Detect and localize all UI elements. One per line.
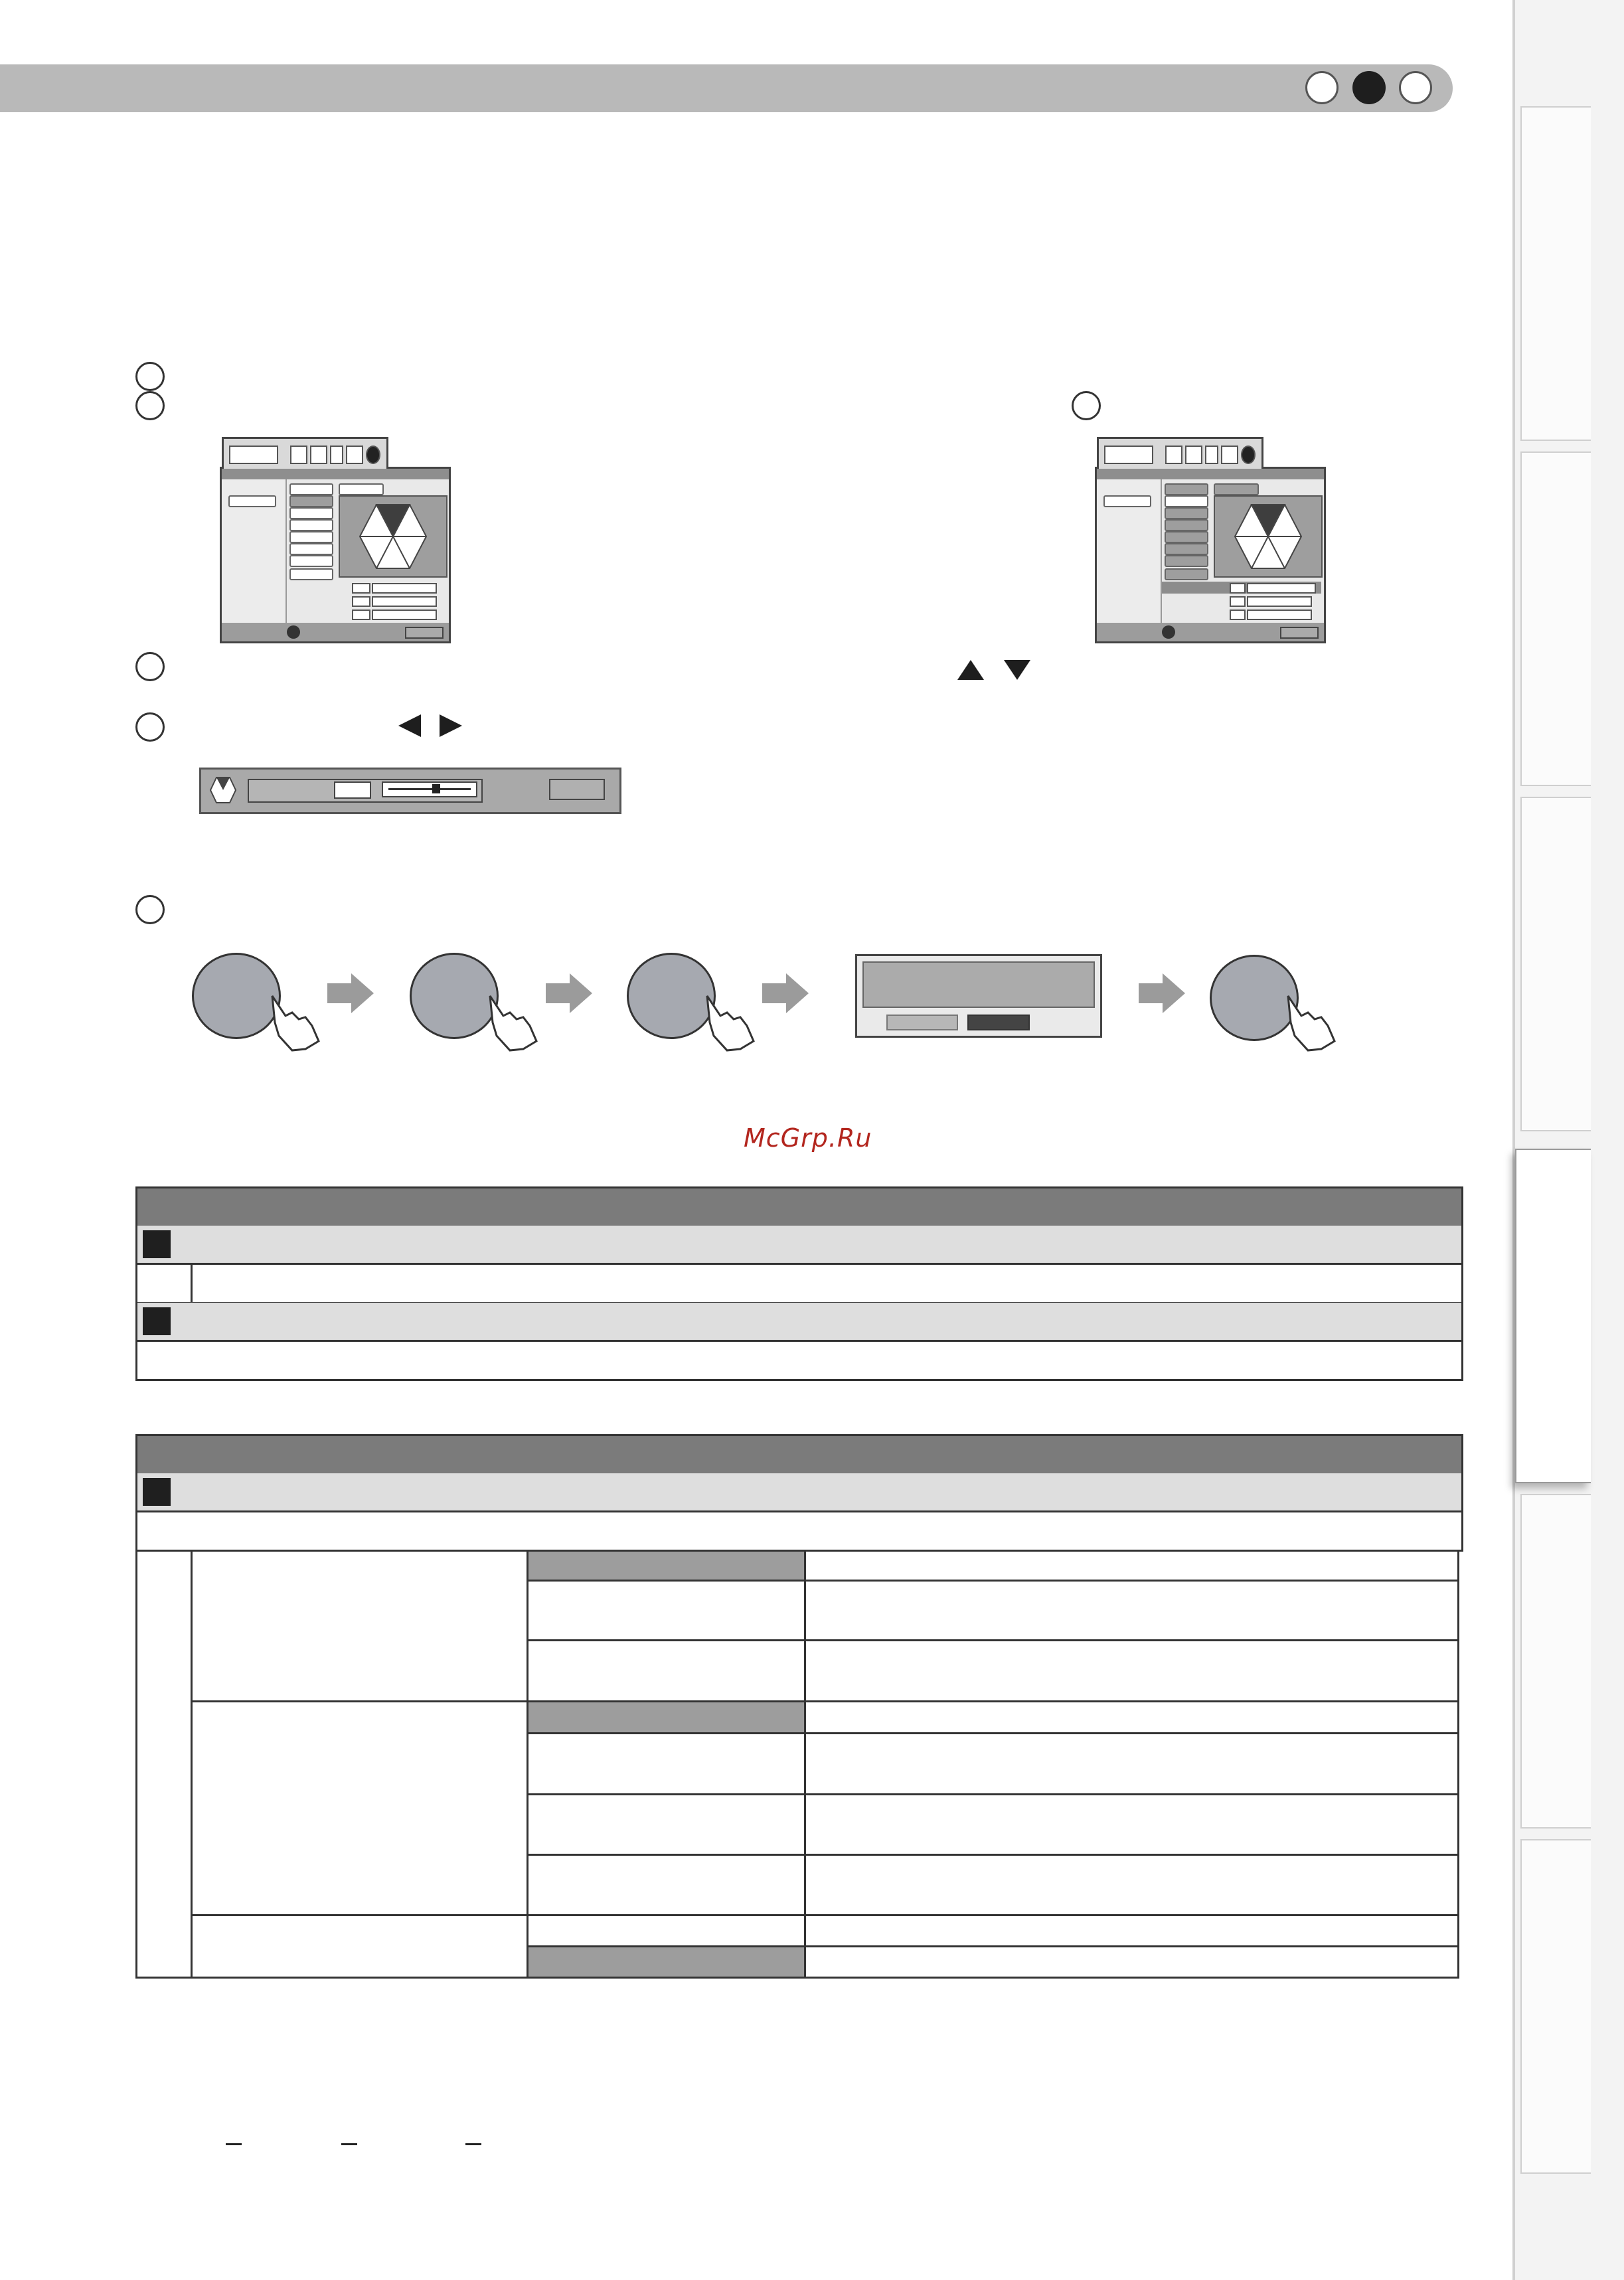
info-tab-icon [366,446,380,464]
table2-description-row [135,1512,1463,1552]
table2-g2-value-3 [804,1793,1459,1856]
step-marker-2 [135,391,165,420]
hand-pointer-icon [266,989,325,1056]
arrow-right-icon [762,973,809,1013]
side-tab-5[interactable] [1520,1494,1591,1829]
left-right-arrows-icon [396,713,469,740]
footnote-dash-1 [226,2143,242,2145]
hexagon-color-icon [208,775,238,805]
param2-slider-3[interactable] [1247,610,1312,620]
function-tab-icon [346,446,363,464]
table2-g1-value-3 [804,1639,1459,1702]
table2-g1-label-3 [527,1639,806,1702]
input-tab-icon [1165,446,1182,464]
table2-g2-label-1 [527,1700,806,1734]
back-button-icon [405,627,444,639]
table1-section-marker-1 [143,1230,171,1258]
param2-label-2 [1230,596,1246,607]
param-slider-2[interactable] [372,596,437,607]
page-indicator-dot-3 [1399,71,1432,104]
table2-g2-value-4 [804,1854,1459,1916]
menu-option-8[interactable] [289,568,333,580]
menu-screenshot-1 [220,467,451,643]
menu2-option-2[interactable] [1165,495,1208,507]
step-marker-5 [135,895,165,924]
menu2-option-5[interactable] [1165,531,1208,543]
menu-header-field [339,483,384,495]
hand-pointer-icon [483,989,543,1056]
table2-subheader [135,1473,1463,1512]
color-hexagon-graph-2 [1214,495,1323,578]
menu-tab-row [222,437,388,469]
confirm-dialog-message [862,961,1095,1008]
table2-g3-label-2 [527,1945,806,1979]
menu-button-icon [1162,625,1175,639]
menu-option-3[interactable] [289,507,333,519]
page-indicator-dot-1 [1305,71,1339,104]
triangle-down-icon [1004,660,1030,680]
table1-subheader-2 [135,1303,1463,1342]
menu-option-5[interactable] [289,531,333,543]
menu-option-2[interactable] [289,495,333,507]
table2-g3-value-2 [804,1945,1459,1979]
menu-left-column [222,479,287,623]
param-label-2 [352,596,370,607]
param-slider-3[interactable] [372,610,437,620]
param2-slider-1[interactable] [1247,583,1316,594]
up-down-arrows-icon [956,657,1036,681]
tool-tab-icon [1205,446,1218,464]
watermark-text: McGrp.Ru [744,1123,872,1153]
menu-option-4[interactable] [289,519,333,531]
menu-footer [222,623,449,641]
picture-tab-icon [229,446,278,464]
step-marker-1 [135,362,165,391]
param2-label-1 [1230,583,1246,594]
menu2-option-1[interactable] [1165,483,1208,495]
menu-title-band [222,469,449,479]
menu-tab-row-2 [1097,437,1263,469]
menu2-option-3[interactable] [1165,507,1208,519]
hexagon-icon [340,497,446,576]
menu-screenshot-2 [1095,467,1326,643]
footnote-dash-2 [341,2143,357,2145]
adjust-back-button[interactable] [549,779,605,800]
side-tab-2[interactable] [1520,451,1591,786]
dialog-no-button[interactable] [886,1015,958,1030]
triangle-left-icon [398,714,421,737]
info-tab-icon [1241,446,1256,464]
menu2-option-8[interactable] [1165,568,1208,580]
side-tab-4-active[interactable] [1515,1149,1591,1483]
table2-index-column [135,1550,193,1979]
slider-thumb[interactable] [432,784,440,793]
param-label-1 [352,583,370,594]
triangle-up-icon [957,660,984,680]
table2-g1-label-1 [527,1550,806,1582]
triangle-right-icon [440,714,462,737]
table1-subheader-1 [135,1226,1463,1265]
back-button-icon [1280,627,1319,639]
table2-g2-value-1 [804,1700,1459,1734]
menu2-option-4[interactable] [1165,519,1208,531]
param-label-3 [352,610,370,620]
param-slider-1[interactable] [372,583,437,594]
menu2-option-7[interactable] [1165,555,1208,567]
table2-g2-label-3 [527,1793,806,1856]
table1-row-2 [135,1342,1463,1381]
confirm-dialog [855,954,1102,1038]
step-marker-2b [1072,391,1101,420]
menu-button-icon [287,625,300,639]
table1-header [135,1186,1463,1228]
menu2-header-field [1214,483,1259,495]
menu-selected-item[interactable] [228,495,276,507]
table1-row-1-divider [191,1265,193,1302]
hand-pointer-icon [700,989,760,1056]
step-marker-4 [135,712,165,742]
table2-group-3 [191,1914,528,1979]
setup-tab-icon [1185,446,1202,464]
table2-section-marker [143,1478,171,1506]
menu-selected-item-2[interactable] [1103,495,1151,507]
menu-left-column-2 [1097,479,1162,623]
dialog-yes-button[interactable] [967,1015,1030,1030]
menu-title-band-2 [1097,469,1324,479]
table2-group-2 [191,1700,528,1916]
hand-pointer-icon [1281,989,1341,1056]
menu-option-7[interactable] [289,555,333,567]
tool-tab-icon [330,446,343,464]
function-tab-icon [1221,446,1238,464]
table2-g1-value-2 [804,1580,1459,1641]
side-tab-3[interactable] [1520,797,1591,1131]
page-indicator-dot-2 [1352,71,1386,104]
adjustment-bar [199,768,621,814]
side-tab-6[interactable] [1520,1839,1591,2174]
menu-footer-2 [1097,623,1324,641]
picture-tab-icon [1104,446,1153,464]
table2-g1-value-1 [804,1550,1459,1582]
adjust-value-box [334,781,371,799]
arrow-right-icon [1139,973,1185,1013]
table2-header [135,1434,1463,1475]
table1-section-marker-2 [143,1307,171,1335]
arrow-right-icon [546,973,592,1013]
setup-tab-icon [310,446,327,464]
header-bar [0,64,1453,112]
table2-g2-value-2 [804,1732,1459,1795]
footnote-dash-3 [465,2143,481,2145]
table2-g1-label-2 [527,1580,806,1641]
table2-g3-value-1 [804,1914,1459,1947]
step-marker-3 [135,652,165,681]
menu-option-6[interactable] [289,543,333,555]
param2-label-3 [1230,610,1246,620]
side-tab-1[interactable] [1520,106,1591,441]
table2-g2-label-2 [527,1732,806,1795]
menu2-option-6[interactable] [1165,543,1208,555]
arrow-right-icon [327,973,374,1013]
table2-g3-label-1 [527,1914,806,1947]
table1-row-1 [135,1265,1463,1304]
adjust-slider[interactable] [382,781,477,797]
menu-option-1[interactable] [289,483,333,495]
table2-group-1 [191,1550,528,1702]
input-tab-icon [290,446,307,464]
hexagon-icon [1215,497,1321,576]
param2-slider-2[interactable] [1247,596,1312,607]
color-hexagon-graph [339,495,447,578]
table2-g2-label-4 [527,1854,806,1916]
